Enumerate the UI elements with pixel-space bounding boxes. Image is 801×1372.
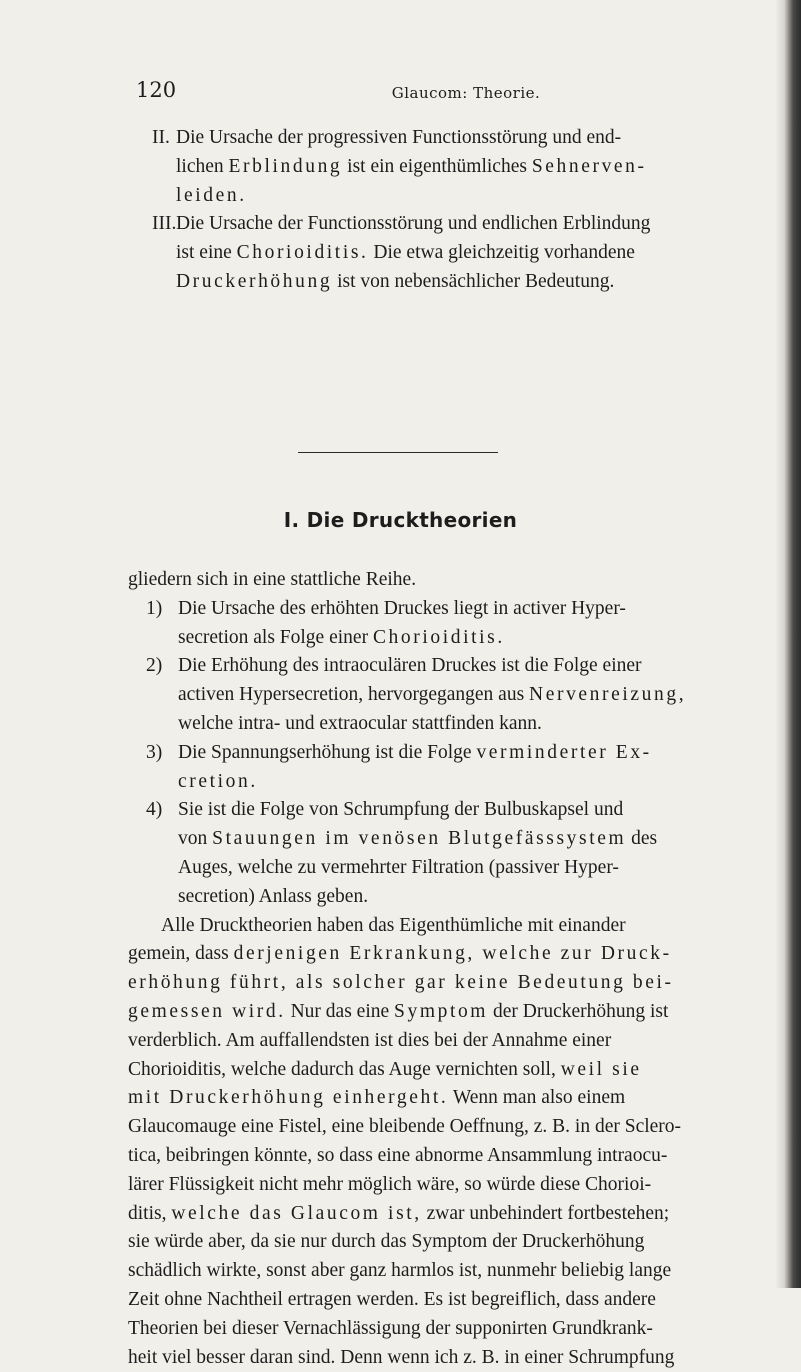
spaced-emphasis: Druckerhöhung	[176, 270, 333, 292]
text-line	[178, 681, 768, 710]
text-line	[178, 825, 768, 854]
text-line	[128, 1286, 768, 1315]
text-line	[128, 969, 768, 998]
arabic-list-item	[128, 652, 768, 738]
page-header	[136, 78, 756, 108]
text-line	[176, 210, 766, 239]
line-segment: ist ein eigenthümliches	[342, 155, 532, 177]
line-segment: der Druckerhöhung ist	[488, 1000, 669, 1022]
line-segment: Sie ist die Folge von Schrumpfung der Bulbuskapsel und	[178, 799, 624, 821]
item-number: 1)	[146, 597, 163, 619]
arabic-list	[128, 595, 768, 912]
line-segment: Die Spannungserhöhung ist die Folge	[178, 741, 477, 763]
line-segment: Die etwa gleichzeitig vorhandene	[368, 242, 635, 264]
text-line	[128, 1113, 768, 1142]
text-line	[178, 883, 768, 912]
spaced-emphasis: cretion.	[178, 770, 258, 792]
item-number: III.	[152, 213, 177, 235]
line-segment: Die Erhöhung des intraoculären Druckes ist die Folge einer	[178, 655, 642, 677]
line-segment: des	[626, 828, 658, 850]
arabic-list-item	[128, 739, 768, 797]
line-segment: zwar unbehindert fortbestehen;	[421, 1202, 670, 1224]
spaced-emphasis: mit Druckerhöhung einhergeht.	[128, 1087, 449, 1109]
line-segment: von	[178, 828, 213, 850]
line-segment: secretion) Anlass geben.	[178, 885, 369, 907]
line-segment: Alle Drucktheorien haben das Eigenthümliche mit einander	[161, 914, 626, 936]
page-edge-shadow	[775, 0, 801, 1288]
text-line	[128, 940, 768, 969]
text-line	[178, 624, 768, 653]
text-line	[128, 912, 768, 941]
line-segment: Theorien bei dieser Vernachlässigung der supponirten Grundkrank-	[128, 1317, 653, 1339]
line-segment: ist eine	[176, 242, 237, 264]
text-line	[128, 1027, 768, 1056]
text-line	[178, 710, 768, 739]
line-segment: Nur das eine	[285, 1000, 395, 1022]
line-segment: Die Ursache der progressiven Functionsstörung und end-	[176, 127, 622, 148]
spaced-emphasis: Erblindung	[228, 155, 343, 177]
text-line	[128, 1056, 768, 1085]
item-number: 2)	[146, 655, 163, 677]
spaced-emphasis: Chorioiditis.	[372, 626, 505, 648]
roman-list-item	[152, 210, 766, 296]
roman-list-item	[152, 124, 766, 210]
text-line	[128, 1344, 768, 1372]
text-line	[176, 182, 766, 211]
spaced-emphasis: weil sie	[560, 1058, 642, 1080]
spaced-emphasis: Symptom	[394, 1000, 489, 1022]
spaced-emphasis: Chorioiditis.	[236, 242, 369, 264]
spaced-emphasis: derjenigen Erkrankung, welche zur Druck-	[233, 943, 672, 965]
text-line	[128, 998, 768, 1027]
text-line	[128, 1084, 768, 1113]
spaced-emphasis: Stauungen im venösen Blutgefässsystem	[212, 828, 627, 850]
section-divider	[298, 452, 498, 453]
line-segment: Die Ursache des erhöhten Druckes liegt in activer Hyper-	[178, 597, 626, 619]
line-segment: ist von nebensächlicher Bedeutung.	[332, 270, 615, 292]
text-line	[176, 268, 766, 297]
line-segment: welche intra- und extraocular stattfinden kann.	[178, 712, 542, 734]
paragraph	[128, 912, 768, 1372]
text-line	[178, 652, 768, 681]
line-segment: lichen	[176, 155, 229, 177]
text-line	[176, 124, 766, 153]
text-line	[128, 1257, 768, 1286]
spaced-emphasis: verminderter Ex-	[476, 741, 652, 763]
line-segment: gemein, dass	[128, 943, 234, 965]
roman-list	[152, 124, 766, 297]
text-line	[178, 854, 768, 883]
line-segment: heit viel besser daran sind. Denn wenn ich z. B. in einer Schrumpfung	[128, 1346, 675, 1368]
arabic-list-item	[128, 796, 768, 911]
section-heading: I. Die Drucktheorien	[283, 508, 518, 532]
spaced-emphasis: gemessen wird.	[128, 1000, 286, 1022]
text-line	[128, 1228, 768, 1257]
text-line	[176, 153, 766, 182]
arabic-list-item	[128, 595, 768, 653]
line-segment: Zeit ohne Nachtheil ertragen werden. Es ist begreiflich, dass andere	[128, 1288, 656, 1310]
text-line	[128, 1315, 768, 1344]
text-line	[128, 1200, 768, 1229]
text-line	[128, 1171, 768, 1200]
item-number: 4)	[146, 799, 163, 821]
running-head: Glaucom: Theorie.	[391, 84, 541, 102]
line-segment: secretion als Folge einer	[178, 626, 373, 648]
line-segment: Glaucomauge eine Fistel, eine bleibende Oeffnung, z. B. in der Sclero-	[128, 1116, 682, 1138]
spaced-emphasis: welche das Glaucom ist,	[171, 1202, 422, 1224]
line-segment: activen Hypersecretion, hervorgegangen aus	[178, 684, 530, 706]
line-segment: Die Ursache der Functionsstörung und endlichen Erblindung	[176, 213, 651, 235]
item-number: II.	[152, 127, 170, 148]
item-number: 3)	[146, 741, 163, 763]
body-block	[128, 566, 768, 1372]
text-line	[176, 239, 766, 268]
line-segment: Wenn man also einem	[448, 1087, 626, 1109]
line-segment: Auges, welche zu vermehrter Filtration (passiver Hyper-	[178, 856, 619, 878]
line-segment: ditis,	[128, 1202, 172, 1224]
spaced-emphasis: Nervenreizung,	[529, 684, 687, 706]
spaced-emphasis: leiden.	[176, 184, 247, 206]
text-line	[178, 595, 768, 624]
text-line	[128, 1142, 768, 1171]
text-line	[178, 768, 768, 797]
line-segment: verderblich. Am auffallendsten ist dies bei der Annahme einer	[128, 1029, 612, 1051]
page-number: 120	[136, 78, 177, 102]
line-segment: tica, beibringen könnte, so dass eine abnorme Ansammlung intraocu-	[128, 1144, 668, 1166]
text-line	[178, 739, 768, 768]
line-segment: lärer Flüssigkeit nicht mehr möglich wäre, so würde diese Chorioi-	[128, 1173, 652, 1195]
spaced-emphasis: erhöhung führt, als solcher gar keine Bedeutung bei-	[128, 972, 674, 994]
spaced-emphasis: Sehnerven-	[531, 155, 647, 177]
line-segment: schädlich wirkte, sonst aber ganz harmlos ist, nunmehr beliebig lange	[128, 1260, 672, 1282]
intro-line: gliedern sich in eine stattliche Reihe.	[128, 569, 417, 590]
text-line	[178, 796, 768, 825]
line-segment: sie würde aber, da sie nur durch das Symptom der Druckerhöhung	[128, 1231, 645, 1253]
line-segment: Chorioiditis, welche dadurch das Auge vernichten soll,	[128, 1058, 561, 1080]
